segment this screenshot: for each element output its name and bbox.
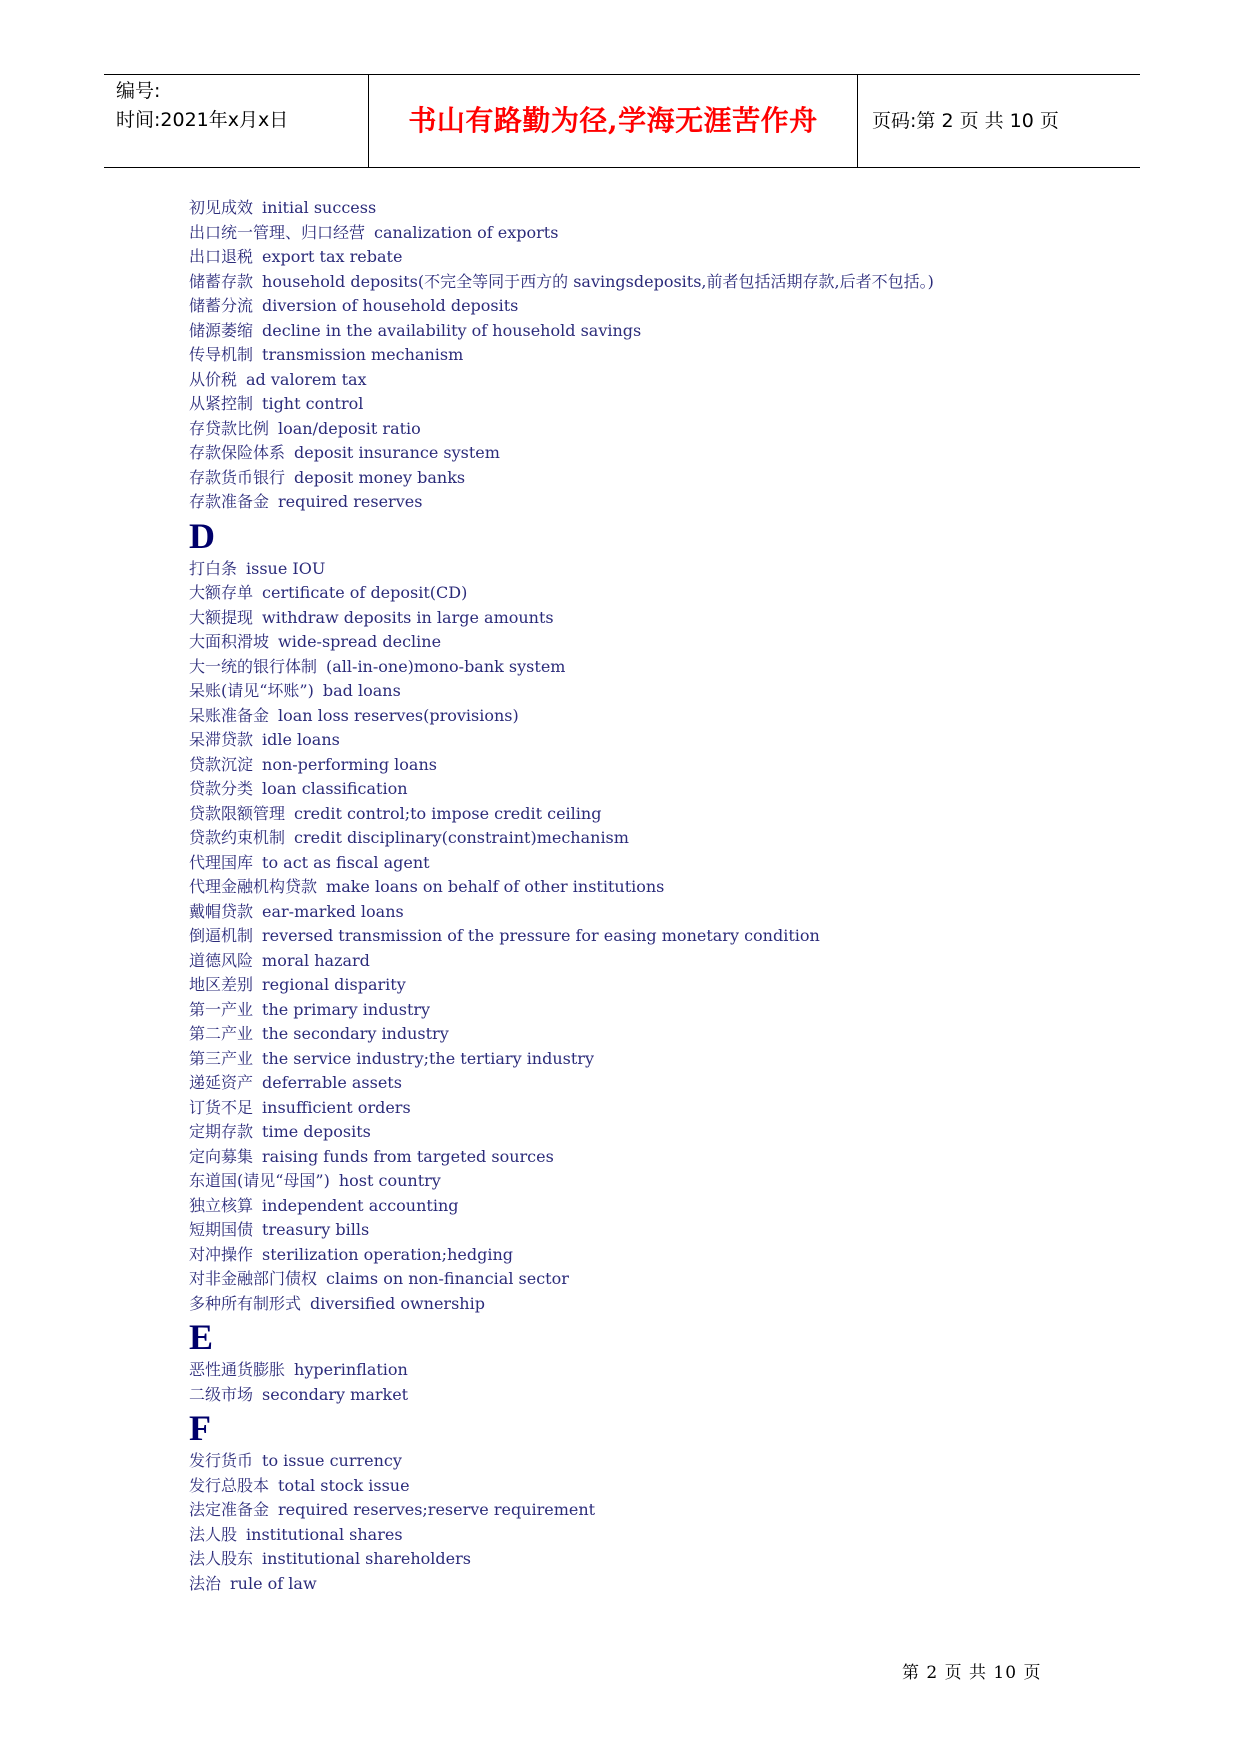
section-letter: F: [189, 1408, 211, 1448]
term-chinese: 贷款分类: [189, 779, 254, 798]
term-chinese: 打白条: [189, 558, 238, 578]
term-chinese: 存贷款比例: [189, 418, 270, 438]
header-meta: [116, 77, 368, 135]
term-chinese: 贷款约束机制: [189, 828, 286, 847]
glossary-entry: [189, 851, 1089, 876]
header-motto: 书山有路勤为径,学海无涯苦作舟: [408, 104, 818, 137]
term-chinese: 储源萎缩: [189, 320, 254, 340]
term-english: the primary industry: [262, 999, 431, 1019]
term-chinese: 发行货币: [189, 1451, 254, 1470]
term-english: household deposits(不完全等同于西方的 savingsdeposits,前者包括活期存款,后者不包括。): [262, 271, 934, 291]
glossary-entry: [189, 802, 1089, 827]
term-english: initial success: [262, 198, 377, 217]
term-english: canalization of exports: [374, 222, 559, 242]
term-chinese: 存款货币银行: [189, 467, 286, 487]
glossary-entry: [189, 924, 1089, 949]
term-chinese: 从紧控制: [189, 394, 254, 413]
glossary-entry: [189, 949, 1089, 974]
glossary-entry: [189, 441, 1089, 466]
term-chinese: 戴帽贷款: [189, 901, 254, 921]
glossary-entry: [189, 1547, 1089, 1572]
term-chinese: 贷款沉淀: [189, 754, 254, 774]
term-chinese: 定期存款: [189, 1122, 254, 1141]
term-english: raising funds from targeted sources: [262, 1146, 554, 1166]
term-chinese: 第一产业: [189, 999, 254, 1019]
glossary-entry: [189, 466, 1089, 491]
term-chinese: 储蓄分流: [189, 296, 254, 315]
term-english: hyperinflation: [294, 1360, 408, 1379]
glossary-entry: [189, 1383, 1089, 1408]
glossary-entry: [189, 392, 1089, 417]
term-chinese: 代理金融机构贷款: [189, 877, 318, 896]
glossary-entry: [189, 1169, 1089, 1194]
term-chinese: 倒逼机制: [189, 926, 254, 945]
term-english: the secondary industry: [262, 1024, 449, 1043]
term-chinese: 第二产业: [189, 1024, 254, 1043]
term-english: time deposits: [262, 1122, 371, 1141]
term-english: institutional shareholders: [262, 1549, 471, 1568]
glossary-entry: [189, 417, 1089, 442]
term-chinese: 初见成效: [189, 198, 254, 217]
header-divider: [857, 75, 858, 167]
glossary-entry: [189, 1572, 1089, 1597]
header-page-info: 页码:第 2 页 共 10 页: [872, 110, 1059, 132]
time-label: 时间:2021年x月x日: [116, 109, 289, 131]
glossary-entry: [189, 1523, 1089, 1548]
term-chinese: 大额存单: [189, 583, 254, 602]
term-chinese: 递延资产: [189, 1073, 254, 1092]
term-english: decline in the availability of household savings: [262, 320, 642, 340]
term-english: moral hazard: [262, 950, 370, 970]
term-english: deposit money banks: [294, 467, 466, 487]
term-english: required reserves;reserve requirement: [278, 1500, 596, 1519]
glossary-entry: [189, 875, 1089, 900]
term-english: rule of law: [230, 1573, 317, 1593]
number-label: 编号:: [116, 80, 161, 102]
glossary-entry: [189, 630, 1089, 655]
term-english: credit control;to impose credit ceiling: [294, 803, 602, 823]
term-chinese: 东道国(请见“母国”): [189, 1171, 330, 1190]
term-english: tight control: [262, 394, 364, 413]
term-chinese: 恶性通货膨胀: [189, 1360, 286, 1379]
glossary-entry: [189, 728, 1089, 753]
term-chinese: 大面积滑坡: [189, 632, 270, 651]
term-chinese: 出口统一管理、归口经营: [189, 222, 366, 242]
section-letter: D: [189, 515, 215, 556]
term-english: deposit insurance system: [294, 443, 500, 462]
glossary-entry: [189, 606, 1089, 631]
term-english: total stock issue: [278, 1475, 410, 1495]
term-english: institutional shares: [246, 1524, 403, 1544]
term-english: export tax rebate: [262, 247, 403, 266]
glossary-entry: [189, 1120, 1089, 1145]
term-chinese: 对非金融部门债权: [189, 1269, 318, 1288]
glossary-entry: [189, 1096, 1089, 1121]
term-chinese: 呆滞贷款: [189, 730, 254, 749]
glossary-entry: [189, 1449, 1089, 1474]
term-chinese: 二级市场: [189, 1384, 254, 1404]
term-english: insufficient orders: [262, 1097, 411, 1117]
term-chinese: 法治: [189, 1573, 222, 1593]
glossary-entry: [189, 826, 1089, 851]
glossary-entry: [189, 270, 1089, 295]
term-chinese: 对冲操作: [189, 1244, 254, 1264]
glossary-entry: [189, 753, 1089, 778]
term-english: diversion of household deposits: [262, 296, 519, 315]
term-chinese: 地区差别: [189, 975, 254, 994]
glossary-entry: [189, 679, 1089, 704]
term-chinese: 订货不足: [189, 1097, 254, 1117]
glossary-entry: [189, 973, 1089, 998]
glossary-content: [189, 196, 1089, 1596]
glossary-entry: [189, 998, 1089, 1023]
term-english: loan classification: [262, 779, 408, 798]
term-chinese: 多种所有制形式: [189, 1293, 302, 1313]
term-chinese: 存款准备金: [189, 492, 270, 511]
term-english: idle loans: [262, 730, 340, 749]
term-english: ad valorem tax: [246, 369, 367, 389]
glossary-entry: [189, 294, 1089, 319]
glossary-entry: [189, 221, 1089, 246]
term-english: (all-in-one)mono-bank system: [326, 656, 566, 676]
term-english: to act as fiscal agent: [262, 852, 430, 872]
glossary-entry: [189, 900, 1089, 925]
term-english: wide-spread decline: [278, 632, 442, 651]
term-english: transmission mechanism: [262, 345, 464, 364]
term-english: certificate of deposit(CD): [262, 583, 468, 602]
term-chinese: 短期国债: [189, 1220, 254, 1239]
term-english: issue IOU: [246, 558, 326, 578]
term-chinese: 出口退税: [189, 247, 254, 266]
term-chinese: 存款保险体系: [189, 443, 286, 462]
term-english: the service industry;the tertiary industry: [262, 1048, 594, 1068]
glossary-entry: [189, 343, 1089, 368]
glossary-entry: [189, 1218, 1089, 1243]
term-chinese: 道德风险: [189, 950, 254, 970]
term-chinese: 呆账准备金: [189, 705, 270, 725]
glossary-entry: [189, 1022, 1089, 1047]
glossary-entry: [189, 1292, 1089, 1317]
glossary-entry: [189, 1071, 1089, 1096]
glossary-entry: [189, 1498, 1089, 1523]
term-chinese: 独立核算: [189, 1195, 254, 1215]
glossary-entry: [189, 581, 1089, 606]
term-english: to issue currency: [262, 1451, 402, 1470]
term-chinese: 法定准备金: [189, 1500, 270, 1519]
term-english: claims on non-financial sector: [326, 1269, 569, 1288]
glossary-entry: [189, 1047, 1089, 1072]
term-chinese: 贷款限额管理: [189, 803, 286, 823]
term-chinese: 储蓄存款: [189, 271, 254, 291]
term-chinese: 从价税: [189, 369, 238, 389]
glossary-entry: [189, 490, 1089, 515]
section-letter: E: [189, 1317, 214, 1357]
term-chinese: 法人股东: [189, 1549, 254, 1568]
term-english: independent accounting: [262, 1195, 459, 1215]
glossary-entry: [189, 777, 1089, 802]
term-chinese: 法人股: [189, 1524, 238, 1544]
glossary-entry: [189, 557, 1089, 582]
term-chinese: 第三产业: [189, 1048, 254, 1068]
term-english: deferrable assets: [262, 1073, 402, 1092]
glossary-entry: [189, 655, 1089, 680]
glossary-entry: [189, 245, 1089, 270]
term-english: withdraw deposits in large amounts: [262, 607, 554, 627]
term-chinese: 发行总股本: [189, 1475, 270, 1495]
term-english: reversed transmission of the pressure for easing monetary condition: [262, 926, 820, 945]
glossary-entry: [189, 368, 1089, 393]
glossary-entry: [189, 1145, 1089, 1170]
term-english: regional disparity: [262, 975, 406, 994]
term-chinese: 传导机制: [189, 345, 254, 364]
term-english: diversified ownership: [310, 1293, 485, 1313]
glossary-entry: [189, 1474, 1089, 1499]
term-english: host country: [338, 1171, 441, 1190]
term-english: credit disciplinary(constraint)mechanism: [294, 828, 629, 847]
glossary-entry: [189, 704, 1089, 729]
glossary-entry: [189, 1358, 1089, 1383]
glossary-entry: [189, 1267, 1089, 1292]
term-english: secondary market: [262, 1384, 409, 1404]
term-english: non-performing loans: [262, 754, 437, 774]
glossary-entry: [189, 319, 1089, 344]
term-english: bad loans: [322, 681, 401, 700]
term-english: loan loss reserves(provisions): [278, 705, 519, 725]
header-divider: [368, 75, 369, 167]
term-english: loan/deposit ratio: [278, 418, 421, 438]
term-chinese: 大额提现: [189, 607, 254, 627]
glossary-entry: [189, 1194, 1089, 1219]
glossary-entry: [189, 196, 1089, 221]
term-english: make loans on behalf of other institutions: [326, 877, 665, 896]
page-header: [104, 74, 1140, 168]
term-chinese: 大一统的银行体制: [189, 656, 318, 676]
glossary-entry: [189, 1243, 1089, 1268]
term-chinese: 呆账(请见“坏账”): [189, 681, 314, 700]
term-english: sterilization operation;hedging: [262, 1244, 513, 1264]
term-chinese: 定向募集: [189, 1146, 254, 1166]
page-footer: 第 2 页 共 10 页: [902, 1663, 1042, 1683]
term-english: ear-marked loans: [262, 901, 404, 921]
term-chinese: 代理国库: [189, 852, 254, 872]
term-english: required reserves: [278, 492, 423, 511]
term-english: treasury bills: [262, 1220, 370, 1239]
